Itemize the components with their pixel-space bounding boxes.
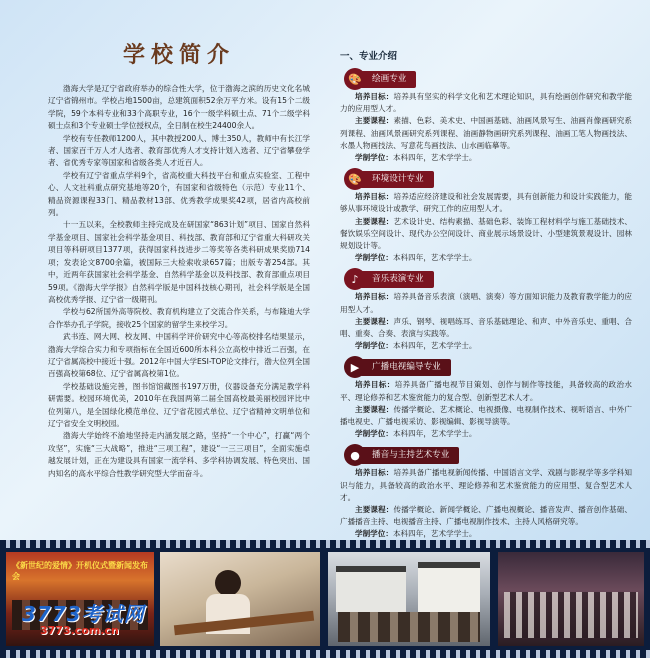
site-watermark-logo: 3773考试网 — [22, 602, 145, 626]
major-name: 广播电视编导专业 — [360, 359, 451, 376]
site-watermark-url: 3773.com.cn — [40, 624, 119, 637]
palette-icon: 🎨 — [344, 68, 366, 90]
detail-text: 素描、色彩、美术史、中国画基础、油画风景写生、油画肖像画研究系列课程、油画风景画研究系列课程、油画静物画研究系列课程、油画工笔人物画技法、水墨人物画技法、写意花鸟画技法、山水画临摹等。 — [340, 116, 633, 150]
major-block — [340, 358, 632, 440]
major-detail-line — [340, 91, 632, 115]
detail-label: 培养目标： — [355, 92, 394, 101]
detail-text: 本科四年，艺术学学士。 — [392, 341, 477, 351]
intro-paragraph: 十一五以来，全校教师主持完成及在研国家“863计划”项目、国家自然科学基金项目、国家社会科学基金项目、科技部、教育部和辽宁省重大科研攻关项目等科研项目1377项，获得国家科技进步二等奖等各类科研成果奖励714项；发表论文8700余篇，被国际三大检索收录657篇；出版专著254部。其中，近两年获国家社会科学基金、自然科学基金以及科技部、教育部重点项目59项。《渤海大学学报》自然科学版是中国科技核心期刊，社会科学版是全国高校优秀学报、辽宁省一级期刊。 — [48, 220, 310, 304]
microphone-icon: ● — [344, 444, 366, 466]
major-detail-line — [340, 216, 632, 253]
detail-text: 艺术设计史、结构素描、基础色彩、装饰工程材料学与施工基础技术、餐饮娱乐空间设计、现代办公空间设计、商业展示场景设计、小型建筑景观设计、园林规划设计等。 — [340, 216, 633, 251]
photo-caption: 《新世纪的爱情》开机仪式暨新闻发布会 — [12, 561, 148, 581]
detail-text: 培养具备广播电视新闻传播、中国语言文学、戏剧与影视学等多学科知识与能力，具备较高的政治水平、理论修养和艺术鉴赏能力的应用型、复合型艺术人才。 — [340, 468, 633, 502]
major-block — [340, 170, 632, 264]
detail-text: 培养具备音乐表演（演唱、演奏）等方面知识能力及教育教学能力的应用型人才。 — [340, 292, 633, 314]
detail-text: 传播学概论、新闻学概论、广播电视概论、播音发声、播音创作基础、广播播音主持、电视播音主持、广播电视制作技术、主持人风格研究等。 — [340, 505, 633, 527]
detail-label: 培养目标： — [355, 380, 395, 390]
major-detail-line — [340, 316, 632, 340]
major-detail-line — [340, 340, 632, 352]
palette-icon: 🎨 — [344, 168, 366, 190]
intro-paragraph: 武书连、网大网、校友网、中国科学评价研究中心等高校排名结果显示，渤海大学综合实力和专项指标在全国近600所本科公立高校中排近二百强，在辽宁省属高校中接近十强。2012年中国大学ESI-TOP论文排行，渤大位列全国百强高校第68位、辽宁省属高校第1位。 — [48, 332, 310, 379]
major-block — [340, 446, 632, 540]
major-header — [340, 170, 632, 188]
major-header — [340, 70, 632, 88]
school-intro-column — [48, 38, 310, 480]
detail-label: 主要课程： — [355, 316, 394, 326]
major-header — [340, 446, 632, 464]
students-silhouette — [338, 612, 480, 642]
intro-paragraph: 学校基础设施完善，图书馆馆藏图书197万册，仪器设备充分满足教学科研需要。校园环境优美，2010年在我国两第二届全国高校最美丽校园评比中位列第八，是全国绿化模范单位、辽宁省花园式单位、辽宁省精神文明单位和辽宁省安全文明校园。 — [48, 381, 310, 428]
detail-label: 主要课程： — [355, 216, 394, 226]
intro-paragraph: 渤海大学是辽宁省政府举办的综合性大学，位于渤海之滨的历史文化名城辽宁省锦州市。学校占地1500亩，总建筑面积52余万平方米。设有15个二级学院，59个本科专业和33个高职专业，16个一级学科硕士点、71个二级学科硕士点和3个专业硕士学位授权点，全日制在校生24400余人。 — [48, 84, 310, 131]
intro-paragraph: 学校与62所国外高等院校、教育机构建立了交流合作关系，与布隆迪大学合作举办孔子学院，接收25个国家的留学生来校学习。 — [48, 307, 310, 329]
detail-label: 学制学位： — [355, 429, 393, 439]
orchestra-silhouette — [504, 592, 638, 638]
detail-label: 学制学位： — [355, 253, 393, 263]
detail-label: 学制学位： — [355, 529, 393, 539]
detail-label: 学制学位： — [355, 153, 393, 163]
building-right — [418, 562, 480, 612]
detail-text: 声乐、钢琴、视唱练耳、音乐基础理论、和声、中外音乐史、重唱、合唱、重奏、合奏、表演与实践等。 — [340, 316, 633, 339]
major-detail-line — [340, 252, 632, 264]
intro-paragraph: 学校有辽宁省重点学科9个，省高校重大科技平台和重点实验室、工程中心、人文社科重点研究基地等20个，有国家和省级特色（示范）专业11个、精品资源课程33门、精品教材13部、优秀教学成果奖42项，居省内高校前列。 — [48, 170, 310, 218]
major-name: 环境设计专业 — [360, 171, 434, 188]
film-edge-top — [0, 540, 650, 548]
major-detail-line — [340, 379, 632, 403]
film-edge-bottom — [0, 650, 650, 658]
major-detail-line — [340, 115, 632, 152]
detail-text: 培养具有坚实的科学文化和艺术理论知识，具有绘画创作研究和教学能力的应用型人才。 — [340, 92, 633, 114]
detail-label: 培养目标： — [355, 292, 394, 302]
detail-text: 本科四年，艺术学学士。 — [392, 253, 477, 263]
intro-paragraph: 学校有专任教师1200人，其中教授200人、博士350人，教师中有长江学者、国家百千万人才人选者、教育部优秀人才支持计划入选者、辽宁省攀登学者、省优秀专家等国家和省级各类人才近百人。 — [48, 133, 310, 168]
detail-label: 主要课程： — [355, 505, 394, 515]
detail-label: 主要课程： — [355, 404, 394, 414]
performer-head — [215, 570, 241, 596]
major-detail-line — [340, 404, 632, 428]
major-intro-column — [340, 40, 632, 547]
camera-icon: ▶ — [344, 356, 366, 378]
major-block — [340, 70, 632, 164]
detail-text: 本科四年，艺术学学士。 — [392, 153, 477, 163]
detail-label: 主要课程： — [355, 116, 394, 126]
building-left — [336, 566, 406, 612]
major-name: 音乐表演专业 — [360, 271, 434, 288]
treble-clef-icon: ♪ — [344, 268, 366, 290]
page-title: 学校简介 — [122, 42, 235, 68]
major-name: 播音与主持艺术专业 — [360, 447, 459, 464]
major-name: 绘画专业 — [360, 71, 416, 88]
major-detail-line — [340, 528, 632, 540]
detail-label: 培养目标： — [355, 192, 394, 202]
intro-paragraph: 渤海大学始终不渝地坚持走内涵发展之路，坚持“一个中心”，打赢“两个攻坚”，实施“三大战略”，推进“三项工程”，建设“一三三项目”，全面实施卓越发展计划，正在为建设具有国家一流学科、多学科协调发展、特色突出、国内知名的高水平综合性教学研究型大学而奋斗。 — [48, 431, 310, 478]
detail-text: 本科四年，艺术学学士。 — [392, 429, 477, 439]
major-detail-line — [340, 152, 632, 164]
detail-label: 培养目标： — [355, 468, 394, 478]
section-title: 一、专业介绍 — [340, 51, 398, 62]
major-header — [340, 270, 632, 288]
major-detail-line — [340, 191, 632, 215]
photo-sketching-trip — [328, 552, 490, 646]
photo-guzheng-performance — [160, 552, 320, 646]
major-header — [340, 358, 632, 376]
detail-text: 培养适应经济建设和社会发展需要，具有创新能力和设计实践能力，能够从事环境设计或教学、研究工作的应用型人才。 — [340, 192, 633, 214]
detail-text: 本科四年，艺术学学士。 — [392, 529, 477, 539]
major-detail-line — [340, 504, 632, 528]
major-detail-line — [340, 428, 632, 440]
major-detail-line — [340, 291, 632, 315]
major-detail-line — [340, 467, 632, 504]
detail-label: 学制学位： — [355, 341, 393, 351]
detail-text: 传播学概论、艺术概论、电视摄像、电视制作技术、视听语言、中外广播电视史、广播电视采访、影视编辑、影视导演等。 — [340, 404, 633, 427]
photo-orchestra-rehearsal — [498, 552, 644, 646]
detail-text: 培养具备广播电视节目策划、创作与制作等技能，具备较高的政治水平、理论修养和艺术鉴赏能力的复合型、创新型艺术人才。 — [340, 380, 633, 402]
major-block — [340, 270, 632, 352]
